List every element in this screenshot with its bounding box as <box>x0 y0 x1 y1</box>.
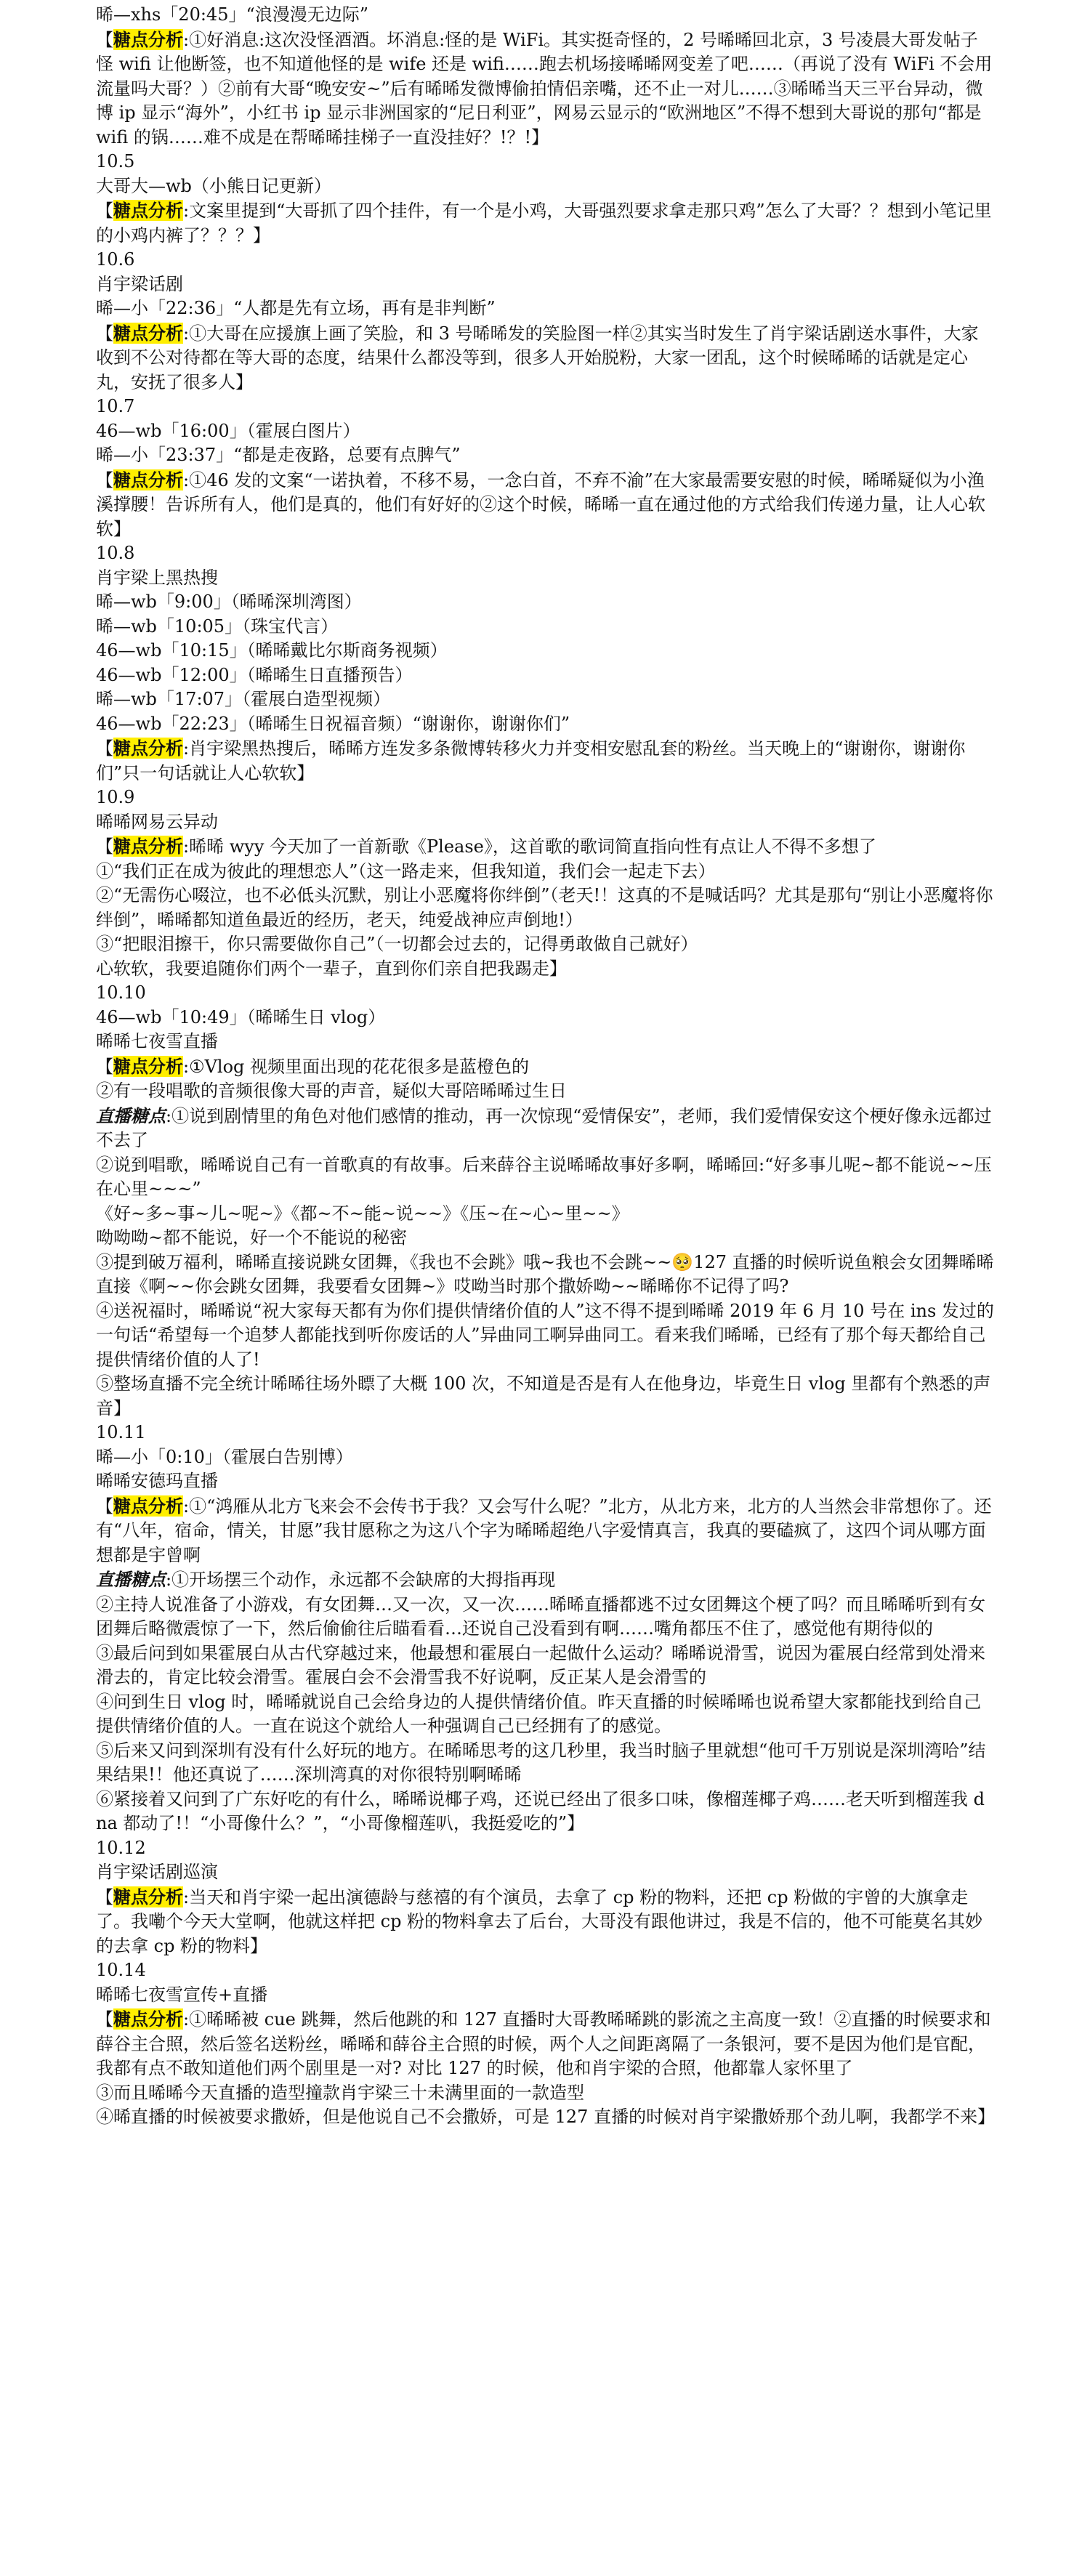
live-highlight-text: :①说到剧情里的角色对他们感情的推动，再一次惊现“爱情保安”，老师，我们爱情保安这个梗好像永远都过不去了 <box>96 1105 992 1150</box>
open-bracket: 【 <box>96 469 113 490</box>
analysis-paragraph <box>96 321 994 395</box>
text-line: 10.7 <box>96 396 135 416</box>
open-bracket: 【 <box>96 2009 113 2030</box>
analysis-text: :①晞晞被 cue 跳舞，然后他跳的和 127 直播时大哥教晞晞跳的影流之主高度一致！②直播的时候要求和薛谷主合照，然后签名送粉丝，晞晞和薛谷主合照的时候，两个人之间距离隔了一条银河，要不是因为他们是官配，我都有点不敢知道他们两个剧里是一对? 对比 127 的时候，他和肖宇梁的合照，他都靠人家怀里了 <box>96 2009 991 2078</box>
text-line: 晞—小「0:10」（霍展白告别博） <box>96 1446 353 1467</box>
text-line: ④送祝福时，晞晞说“祝大家每天都有为你们提供情绪价值的人”这不得不提到晞晞 2019 年 6 月 10 号在 ins 发过的一句话“希望每一个追梦人都能找到听你废话的人”异曲同工啊异曲同工。看来我们晞晞，已经有了那个每天都给自己提供情绪价值的人了! <box>96 1300 994 1370</box>
analysis-paragraph <box>96 1494 994 1568</box>
text-line: ⑥紧接着又问到了广东好吃的有什么，晞晞说椰子鸡，还说已经出了很多口味，像榴莲椰子鸡……老天听到榴莲我 dna 都动了!！“小哥像什么？”，“小哥像榴莲叭，我挺爱吃的”】 <box>96 1788 985 1833</box>
live-highlight-paragraph <box>96 1104 994 1153</box>
analysis-tag: 糖点分析 <box>113 738 183 759</box>
text-line: 10.5 <box>96 151 135 171</box>
open-bracket: 【 <box>96 836 113 857</box>
text-line: ④晞直播的时候被要求撒娇，但是他说自己不会撒娇，可是 127 直播的时候对肖宇梁撒娇那个劲儿啊，我都学不来】 <box>96 2107 996 2127</box>
text-line: 晞—小「23:37」“都是走夜路，总要有点脾气” <box>96 445 461 465</box>
analysis-tag: 糖点分析 <box>113 1495 183 1517</box>
text-line: 晞晞安德玛直播 <box>96 1471 218 1491</box>
text-line: ①“我们正在成为彼此的理想恋人”（这一路走来，但我知道，我们会一起走下去） <box>96 860 716 881</box>
analysis-text: :当天和肖宇梁一起出演德龄与慈禧的有个演员，去拿了 cp 粉的物料，还把 cp 粉做的宇曾的大旗拿走了。我嘞个今天大堂啊，他就这样把 cp 粉的物料拿去了后台，大哥没有跟他讲过，我是不信的，他不可能莫名其妙的去拿 cp 粉的物料】 <box>96 1886 983 1956</box>
live-highlight-tag: 直播糖点 <box>96 1105 166 1126</box>
text-line: 10.9 <box>96 787 135 807</box>
open-bracket: 【 <box>96 323 113 344</box>
text-line: 晞晞七夜雪直播 <box>96 1031 218 1051</box>
analysis-tag: 糖点分析 <box>113 2008 183 2030</box>
text-line: 晞—小「22:36」“人都是先有立场，再有是非判断” <box>96 298 496 318</box>
text-line: ②有一段唱歌的音频很像大哥的声音，疑似大哥陪晞晞过生日 <box>96 1081 567 1101</box>
text-line: ③而且晞晞今天直播的造型撞款肖宇梁三十未满里面的一款造型 <box>96 2082 584 2103</box>
open-bracket: 【 <box>96 738 113 759</box>
text-line: 肖宇梁话剧巡演 <box>96 1862 218 1882</box>
analysis-text: :①大哥在应援旗上画了笑脸，和 3 号晞晞发的笑脸图一样②其实当时发生了肖宇梁话剧送水事件，大家收到不公对待都在等大哥的态度，结果什么都没等到，很多人开始脱粉，大家一团乱，这个时候晞晞的话就是定心丸，安抚了很多人】 <box>96 323 979 392</box>
analysis-text: :①“鸿雁从北方飞来会不会传书于我？又会写什么呢？”北方，从北方来，北方的人当然会非常想你了。还有“八年，宿命，情关，甘愿”我甘愿称之为这八个字为晞晞超绝八字爱情真言，我真的要磕疯了，这四个词从哪方面想都是宇曾啊 <box>96 1495 992 1565</box>
analysis-paragraph <box>96 28 994 150</box>
text-line: 46—wb「10:49」（晞晞生日 vlog） <box>96 1006 386 1027</box>
analysis-tag: 糖点分析 <box>113 1886 183 1907</box>
text-line: 晞晞网易云异动 <box>96 811 218 832</box>
analysis-tag: 糖点分析 <box>113 1055 183 1077</box>
text-line: 心软软，我要追随你们两个一辈子，直到你们亲自把我踢走】 <box>96 958 567 979</box>
text-line: 46—wb「10:15」（晞晞戴比尔斯商务视频） <box>96 640 448 661</box>
text-line: ④问到生日 vlog 时，晞晞就说自己会给身边的人提供情绪价值。昨天直播的时候晞晞也说希望大家都能找到给自己提供情绪价值的人。一直在说这个就给人一种强调自己已经拥有了的感觉。 <box>96 1691 982 1736</box>
text-line: 46—wb「16:00」（霍展白图片） <box>96 420 360 441</box>
live-highlight-paragraph <box>96 1567 994 1593</box>
text-line: 10.11 <box>96 1422 146 1442</box>
text-line: 晞晞七夜雪宣传+直播 <box>96 1984 268 2005</box>
text-line: 晞—xhs「20:45」“浪漫漫无边际” <box>96 4 369 25</box>
analysis-paragraph <box>96 1885 994 1959</box>
open-bracket: 【 <box>96 29 113 50</box>
analysis-tag: 糖点分析 <box>113 469 183 490</box>
text-line: 肖宇梁话剧 <box>96 273 183 294</box>
analysis-text: :①Vlog 视频里面出现的花花很多是蓝橙色的 <box>183 1056 530 1077</box>
text-line: 肖宇梁上黑热搜 <box>96 567 218 588</box>
open-bracket: 【 <box>96 1056 113 1077</box>
analysis-paragraph <box>96 2007 994 2081</box>
text-line: 10.12 <box>96 1837 146 1858</box>
open-bracket: 【 <box>96 1886 113 1907</box>
text-line: ②主持人说准备了小游戏，有女团舞…又一次，又一次……晞晞直播都逃不过女团舞这个梗了吗？而且晞晞听到有女团舞后略微震惊了一下，然后偷偷往后瞄看看…还说自己没看到有啊……嘴角都压不住了，感觉他有期待似的 <box>96 1594 985 1639</box>
text-line: 10.8 <box>96 543 135 563</box>
text-line: 46—wb「12:00」（晞晞生日直播预告） <box>96 664 413 685</box>
analysis-tag: 糖点分析 <box>113 322 183 344</box>
text-line: ⑤后来又问到深圳有没有什么好玩的地方。在晞晞思考的这几秒里，我当时脑子里就想“他可千万别说是深圳湾哈”结果结果!！他还真说了……深圳湾真的对你很特别啊晞晞 <box>96 1740 986 1785</box>
open-bracket: 【 <box>96 1495 113 1517</box>
analysis-tag: 糖点分析 <box>113 836 183 857</box>
live-highlight-text: :①开场摆三个动作，永远都不会缺席的大拇指再现 <box>166 1570 556 1590</box>
text-line: ③提到破万福利，晞晞直接说跳女团舞，《我也不会跳》哦~我也不会跳~~🥺127 直播的时候听说鱼粮会女团舞晞晞直接《啊~~你会跳女团舞，我要看女团舞~》哎呦当时那个撒娇呦~~晞晞你不记得了吗? <box>96 1251 994 1296</box>
text-line: ②“无需伤心啜泣，也不必低头沉默，别让小恶魔将你绊倒”（老天!！这真的不是喊话吗？尤其是那句“别让小恶魔将你绊倒”，晞晞都知道鱼最近的经历，老天，纯爱战神应声倒地!） <box>96 885 993 930</box>
text-line: 晞—wb「17:07」（霍展白造型视频） <box>96 689 391 709</box>
text-line: 10.6 <box>96 249 135 270</box>
text-line: 晞—wb「10:05」（珠宝代言） <box>96 615 339 637</box>
analysis-text: :文案里提到“大哥抓了四个挂件，有一个是小鸡，大哥强烈要求拿走那只鸡”怎么了大哥？？想到小笔记里的小鸡内裤了？？？】 <box>96 201 992 246</box>
text-line: 10.14 <box>96 1960 146 1980</box>
analysis-paragraph <box>96 736 994 786</box>
text-line: 46—wb「22:23」（晞晞生日祝福音频）“谢谢你，谢谢你们” <box>96 713 570 734</box>
analysis-paragraph <box>96 834 994 860</box>
text-line: 呦呦呦~都不能说，好一个不能说的秘密 <box>96 1227 408 1248</box>
text-line: ②说到唱歌，晞晞说自己有一首歌真的有故事。后来薛谷主说晞晞故事好多啊，晞晞回:“好多事儿呢~都不能说~~压在心里~~~” <box>96 1154 992 1199</box>
text-line: ③最后问到如果霍展白从古代穿越过来，他最想和霍展白一起做什么运动？晞晞说滑雪，说因为霍展白经常到处滑来滑去的，肯定比较会滑雪。霍展白会不会滑雪我不好说啊，反正某人是会滑雪的 <box>96 1642 985 1687</box>
analysis-text: :晞晞 wyy 今天加了一首新歌《Please》，这首歌的歌词简直指向性有点让人不得不多想了 <box>183 836 876 857</box>
open-bracket: 【 <box>96 201 113 221</box>
analysis-text: :①好消息:这次没怪酒酒。坏消息:怪的是 WiFi。其实挺奇怪的，2 号晞晞回北京，3 号凌晨大哥发帖子怪 wifi 让他断签，也不知道他怪的是 wife 还是 wifi……跑去机场接晞晞网变差了吧……（再说了没有 WiFi 不会用流量吗大哥？）②前有大哥“晚安安~”后有晞晞发微博偷拍情侣亲嘴，还不止一对儿……③晞晞当天三平台异动，微博 ip 显示“海外”，小红书 ip 显示非洲国家的“尼日利亚”，网易云显示的“欧洲地区”不得不想到大哥说的那句“都是 wifi 的锅……难不成是在帮晞晞挂梯子一直没挂好？!？!】 <box>96 29 993 148</box>
analysis-text: :肖宇梁黑热搜后，晞晞方连发多条微博转移火力并变相安慰乱套的粉丝。当天晚上的“谢谢你，谢谢你们”只一句话就让人心软软】 <box>96 738 966 783</box>
text-line: 《好~多~事~儿~呢~》《都~不~能~说~~》《压~在~心~里~~》 <box>96 1203 629 1224</box>
text-line: 晞—wb「9:00」（晞晞深圳湾图） <box>96 591 362 612</box>
analysis-paragraph <box>96 1054 994 1080</box>
text-line: 大哥大—wb（小熊日记更新） <box>96 175 331 196</box>
text-line: ⑤整场直播不完全统计晞晞往场外瞟了大概 100 次，不知道是否是有人在他身边，毕竟生日 vlog 里都有个熟悉的声音】 <box>96 1373 991 1418</box>
analysis-text: :①46 发的文案“一诺执着，不移不易，一念白首，不弃不渝”在大家最需要安慰的时候，晞晞疑似为小渔溪撑腰！告诉所有人，他们是真的，他们有好好的②这个时候，晞晞一直在通过他的方式给我们传递力量，让人心软软】 <box>96 469 985 539</box>
analysis-paragraph <box>96 468 994 542</box>
analysis-tag: 糖点分析 <box>113 200 183 221</box>
analysis-tag: 糖点分析 <box>113 28 183 50</box>
analysis-paragraph <box>96 198 994 248</box>
text-line: ③“把眼泪擦干，你只需要做你自己”（一切都会过去的，记得勇敢做自己就好） <box>96 934 698 954</box>
text-line: 10.10 <box>96 982 146 1003</box>
live-highlight-tag: 直播糖点 <box>96 1569 166 1590</box>
